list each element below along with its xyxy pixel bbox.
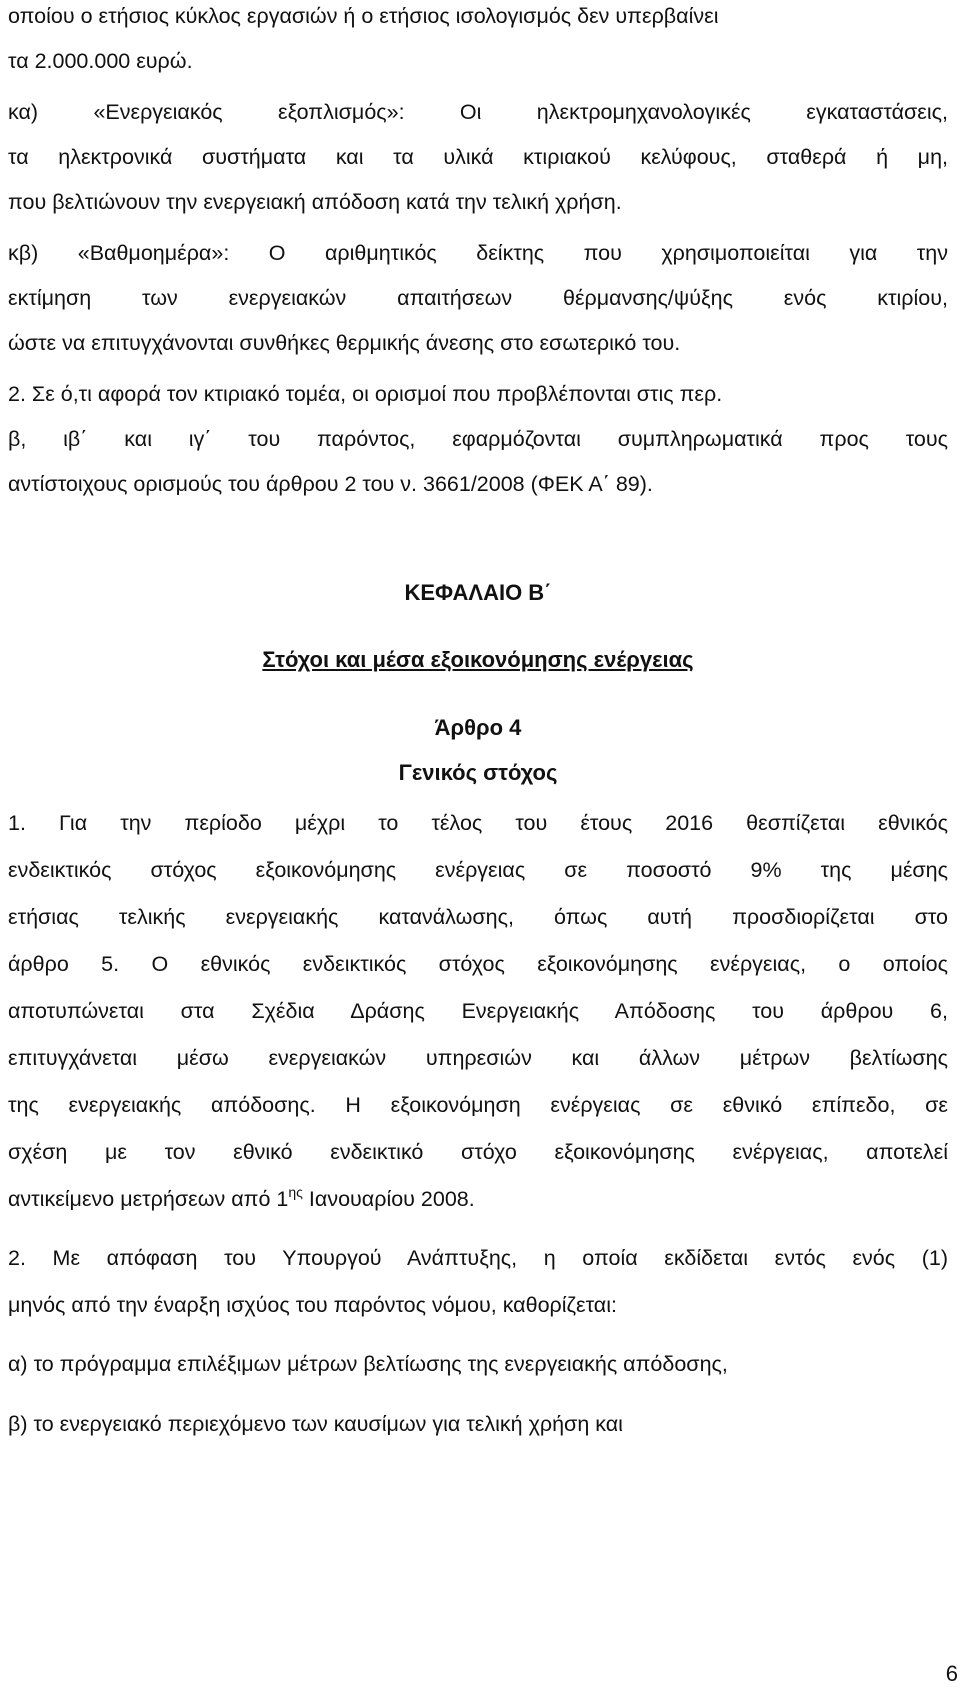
definition-ka-line: που βελτιώνουν την ενεργειακή απόδοση κατά την τελική χρήση. [8, 190, 622, 214]
article-title: Άρθρο 4 [434, 715, 522, 740]
paragraph-2-line: αντίστοιχους ορισμούς του άρθρου 2 του ν. 3661/2008 (ΦΕΚ Α΄ 89). [8, 472, 653, 496]
definition-ka-line: κα) «Ενεργειακός εξοπλισμός»: Οι ηλεκτρομηχανολογικές εγκαταστάσεις, [8, 100, 948, 124]
paragraph-2-line: β, ιβ΄ και ιγ΄ του παρόντος, εφαρμόζονται συμπληρωματικά προς τους [8, 427, 948, 451]
article-paragraph-1-line: σχέση με τον εθνικό ενδεικτικό στόχο εξοικονόμησης ενέργειας, αποτελεί [8, 1140, 948, 1164]
definition-kb-line: ώστε να επιτυγχάνονται συνθήκες θερμικής άνεσης στο εσωτερικό του. [8, 331, 681, 355]
article-paragraph-2-line: μηνός από την έναρξη ισχύος του παρόντος νόμου, καθορίζεται: [8, 1293, 617, 1317]
article-paragraph-1-line: της ενεργειακής απόδοσης. Η εξοικονόμηση ενέργειας σε εθνικό επίπεδο, σε [8, 1093, 948, 1117]
line-text: Ιανουαρίου 2008. [302, 1187, 475, 1211]
article-paragraph-1-line: ετήσιας τελικής ενεργειακής κατανάλωσης, όπως αυτή προσδιορίζεται στο [8, 905, 948, 929]
article-paragraph-1-line: άρθρο 5. Ο εθνικός ενδεικτικός στόχος εξοικονόμησης ενέργειας, ο οποίος [8, 952, 948, 976]
article-subtitle: Γενικός στόχος [398, 760, 558, 785]
definition-kb-line: κβ) «Βαθμοημέρα»: Ο αριθμητικός δείκτης που χρησιμοποιείται για την [8, 241, 948, 265]
list-item: α) το πρόγραμμα επιλέξιμων μέτρων βελτίωσης της ενεργειακής απόδοσης, [8, 1352, 728, 1376]
chapter-subtitle: Στόχοι και μέσα εξοικονόμησης ενέργειας [262, 647, 694, 672]
definition-ka-line: τα ηλεκτρονικά συστήματα και τα υλικά κτιριακού κελύφους, σταθερά ή μη, [8, 145, 948, 169]
article-paragraph-2-line: 2. Με απόφαση του Υπουργού Ανάπτυξης, η οποία εκδίδεται εντός ενός (1) [8, 1246, 948, 1270]
ordinal-superscript: ης [288, 1184, 303, 1200]
article-paragraph-1-line: ενδεικτικός στόχος εξοικονόμησης ενέργειας σε ποσοστό 9% της μέσης [8, 858, 948, 882]
chapter-title: ΚΕΦΑΛΑΙΟ Β΄ [404, 580, 552, 605]
intro-line: τα 2.000.000 ευρώ. [8, 49, 193, 73]
article-paragraph-1-line: αποτυπώνεται στα Σχέδια Δράσης Ενεργειακής Απόδοσης του άρθρου 6, [8, 999, 948, 1023]
page-number: 6 [945, 1661, 958, 1686]
definition-kb-line: εκτίμηση των ενεργειακών απαιτήσεων θέρμανσης/ψύξης ενός κτιρίου, [8, 286, 948, 310]
list-item: β) το ενεργειακό περιεχόμενο των καυσίμων για τελική χρήση και [8, 1412, 623, 1436]
article-paragraph-1-line: επιτυγχάνεται μέσω ενεργειακών υπηρεσιών και άλλων μέτρων βελτίωσης [8, 1046, 948, 1070]
intro-line: οποίου ο ετήσιος κύκλος εργασιών ή ο ετήσιος ισολογισμός δεν υπερβαίνει [8, 4, 719, 28]
article-paragraph-1-line [8, 1184, 475, 1211]
line-text: αντικείμενο μετρήσεων από 1 [8, 1187, 289, 1211]
paragraph-2-line: 2. Σε ό,τι αφορά τον κτιριακό τομέα, οι ορισμοί που προβλέπονται στις περ. [8, 382, 723, 406]
article-paragraph-1-line: 1. Για την περίοδο μέχρι το τέλος του έτους 2016 θεσπίζεται εθνικός [8, 811, 948, 835]
